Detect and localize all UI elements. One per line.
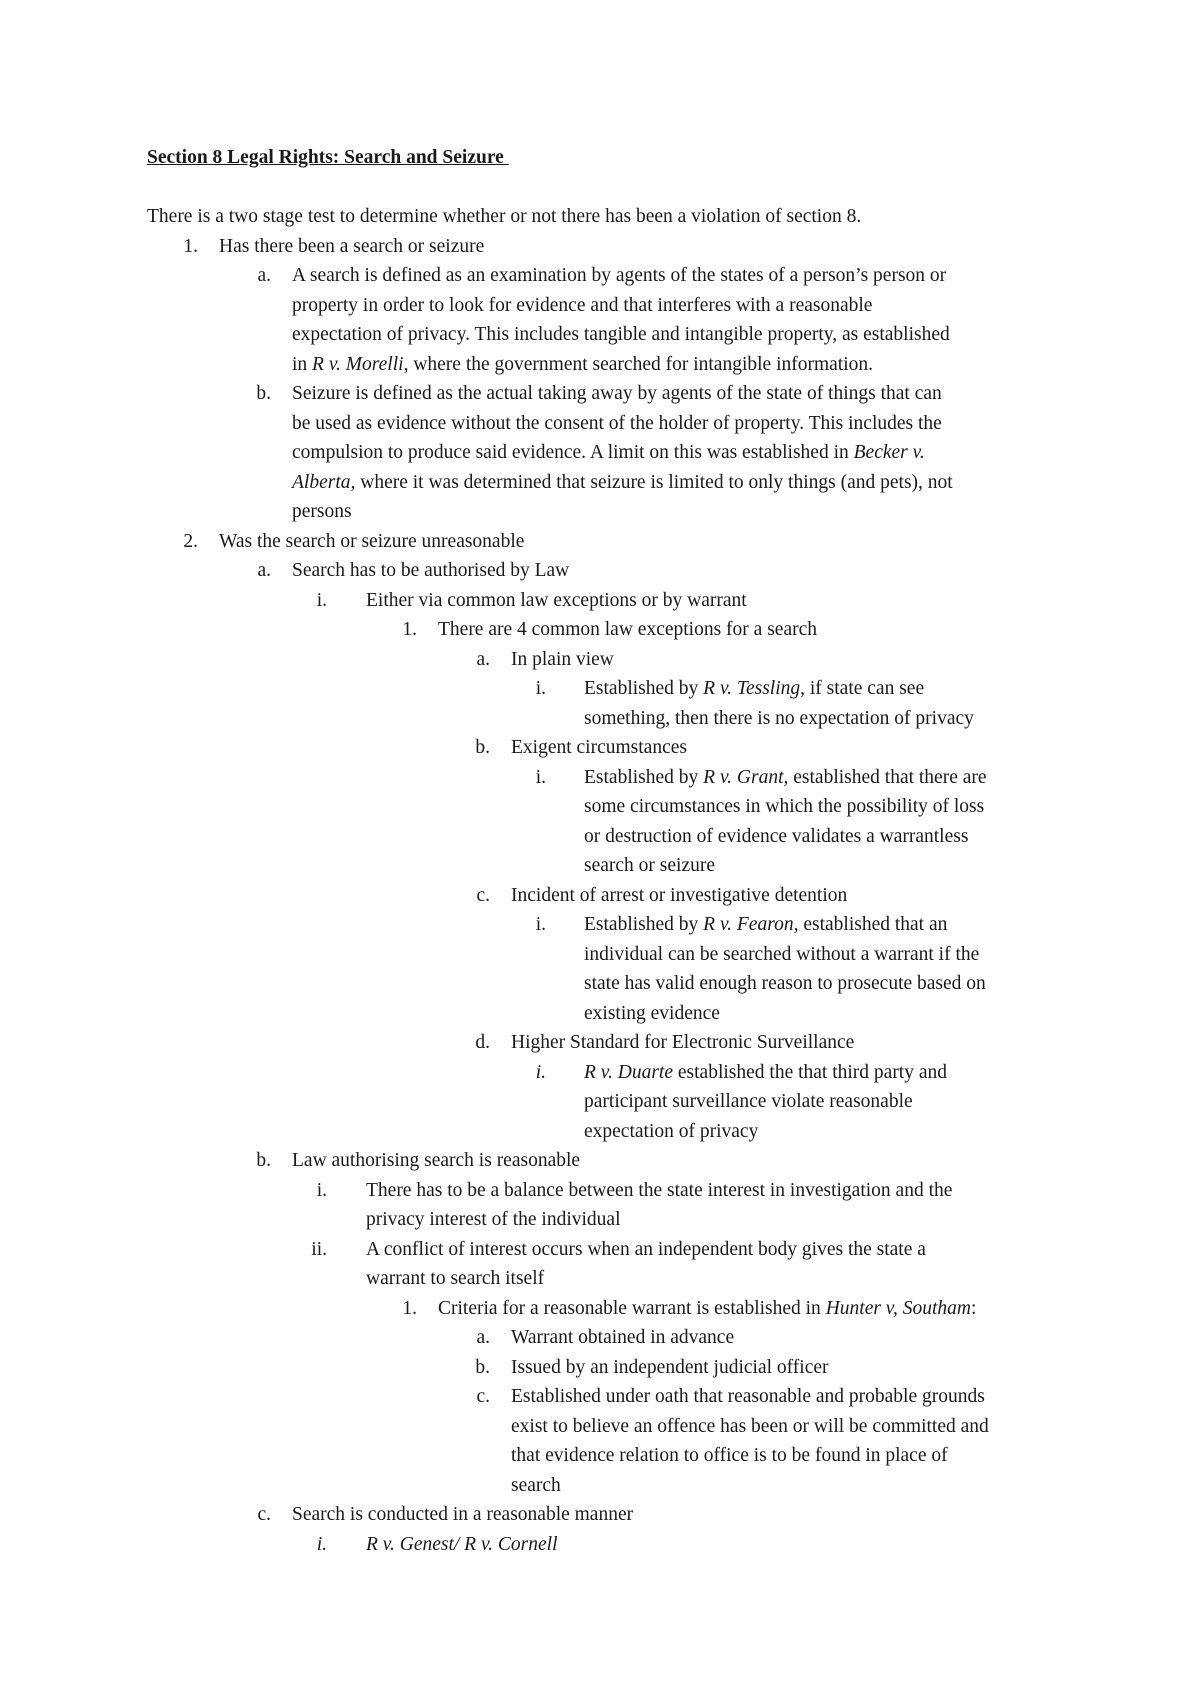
- list-item: [438, 1297, 976, 1320]
- list-item: Incident of arrest or investigative detention: [511, 885, 848, 906]
- list-item-cont: expectation of privacy. This includes tangible and intangible property, as established: [292, 324, 950, 345]
- list-item: Exigent circumstances: [511, 737, 687, 758]
- text-run: established that there are: [788, 767, 987, 788]
- text-run: established that an: [798, 914, 948, 935]
- list-marker: 1.: [183, 236, 198, 257]
- list-item-cont: persons: [292, 501, 352, 522]
- case-citation: R v. Genest/ R v. Cornell: [366, 1534, 558, 1555]
- list-item: Either via common law exceptions or by warrant: [366, 590, 747, 611]
- text-run: Criteria for a reasonable warrant is established in: [438, 1298, 826, 1319]
- list-item-cont: be used as evidence without the consent of the holder of property. This includes the: [292, 413, 942, 434]
- list-item: Seizure is defined as the actual taking away by agents of the state of things that can: [292, 383, 942, 404]
- list-item: There has to be a balance between the state interest in investigation and the: [366, 1180, 953, 1201]
- list-item-cont: individual can be searched without a warrant if the: [584, 944, 980, 965]
- list-item-cont: expectation of privacy: [584, 1121, 759, 1142]
- list-item: Was the search or seizure unreasonable: [219, 531, 525, 552]
- list-item-cont: warrant to search itself: [366, 1268, 545, 1289]
- text-run: , where the government searched for intangible information.: [403, 354, 874, 375]
- list-item-cont: property in order to look for evidence and that interferes with a reasonable: [292, 295, 873, 316]
- text-run: if state can see: [805, 678, 925, 699]
- list-marker: ii.: [311, 1239, 327, 1260]
- list-marker: 1.: [402, 619, 417, 640]
- case-citation: R v. Duarte: [584, 1062, 673, 1083]
- text-run: Established by: [584, 678, 704, 699]
- list-item-cont: search or seizure: [584, 855, 716, 876]
- list-marker: b.: [475, 1357, 490, 1378]
- text-run: Established by: [584, 914, 704, 935]
- list-marker: c.: [257, 1504, 271, 1525]
- list-item: A conflict of interest occurs when an independent body gives the state a: [366, 1239, 926, 1260]
- list-item-cont: privacy interest of the individual: [366, 1209, 621, 1230]
- list-marker: c.: [476, 1386, 490, 1407]
- list-marker: i.: [316, 1180, 327, 1201]
- list-item-cont: [292, 471, 953, 494]
- list-marker: a.: [476, 1327, 490, 1348]
- list-item: A search is defined as an examination by agents of the states of a person’s person or: [292, 265, 947, 286]
- intro-paragraph: There is a two stage test to determine whether or not there has been a violation of section 8.: [147, 206, 862, 227]
- case-citation: R v. Fearon,: [703, 914, 799, 935]
- list-item-cont: [292, 441, 925, 464]
- list-item: Issued by an independent judicial officer: [511, 1357, 829, 1378]
- list-item-cont: or destruction of evidence validates a warrantless: [584, 826, 969, 847]
- list-item-cont: search: [511, 1475, 561, 1496]
- text-run: compulsion to produce said evidence. A limit on this was established in: [292, 442, 854, 463]
- list-marker: a.: [257, 560, 271, 581]
- case-citation: R v. Tessling,: [703, 678, 805, 699]
- list-item-cont: something, then there is no expectation of privacy: [584, 708, 974, 729]
- list-item: Has there been a search or seizure: [219, 236, 485, 257]
- list-item: Law authorising search is reasonable: [292, 1150, 581, 1171]
- list-item: Search has to be authorised by Law: [292, 560, 570, 581]
- list-item: [584, 1061, 947, 1084]
- case-citation: R v. Grant,: [703, 767, 789, 788]
- list-item: Established under oath that reasonable and probable grounds: [511, 1386, 985, 1407]
- list-marker: i.: [316, 590, 327, 611]
- case-citation: Alberta,: [292, 472, 356, 493]
- list-marker: b.: [475, 737, 490, 758]
- text-run: in: [292, 354, 313, 375]
- list-marker: b.: [256, 383, 271, 404]
- list-item-cont: some circumstances in which the possibility of loss: [584, 796, 985, 817]
- list-item: Search is conducted in a reasonable manner: [292, 1504, 634, 1525]
- list-item-cont: that evidence relation to office is to be found in place of: [511, 1445, 948, 1466]
- list-marker: a.: [257, 265, 271, 286]
- list-marker: i.: [535, 1062, 546, 1083]
- list-item-cont: existing evidence: [584, 1003, 720, 1024]
- text-run: Established by: [584, 767, 704, 788]
- case-citation: R v. Morelli: [312, 354, 404, 375]
- list-marker: i.: [535, 678, 546, 699]
- list-item: There are 4 common law exceptions for a search: [438, 619, 817, 640]
- list-marker: 2.: [183, 531, 198, 552]
- list-marker: c.: [476, 885, 490, 906]
- list-item: [584, 913, 947, 936]
- case-citation: Becker v.: [853, 442, 925, 463]
- text-run: established the that third party and: [673, 1062, 948, 1083]
- text-run: where it was determined that seizure is limited to only things (and pets), not: [355, 472, 953, 493]
- text-run: :: [971, 1298, 977, 1319]
- list-marker: i.: [316, 1534, 327, 1555]
- list-marker: 1.: [402, 1298, 417, 1319]
- list-item-cont: exist to believe an offence has been or will be committed and: [511, 1416, 989, 1437]
- list-item-cont: participant surveillance violate reasonable: [584, 1091, 913, 1112]
- list-item-cont: [292, 353, 873, 376]
- list-marker: a.: [476, 649, 490, 670]
- case-citation: Hunter v, Southam: [825, 1298, 972, 1319]
- list-item: In plain view: [511, 649, 614, 670]
- list-marker: b.: [256, 1150, 271, 1171]
- list-marker: d.: [475, 1032, 490, 1053]
- list-marker: i.: [535, 914, 546, 935]
- list-item: [584, 677, 924, 700]
- page-title: Section 8 Legal Rights: Search and Seizure: [147, 147, 509, 168]
- list-item: [584, 766, 987, 789]
- list-marker: i.: [535, 767, 546, 788]
- list-item: Warrant obtained in advance: [511, 1327, 735, 1348]
- list-item: Higher Standard for Electronic Surveillance: [511, 1032, 855, 1053]
- list-item-cont: state has valid enough reason to prosecute based on: [584, 973, 986, 994]
